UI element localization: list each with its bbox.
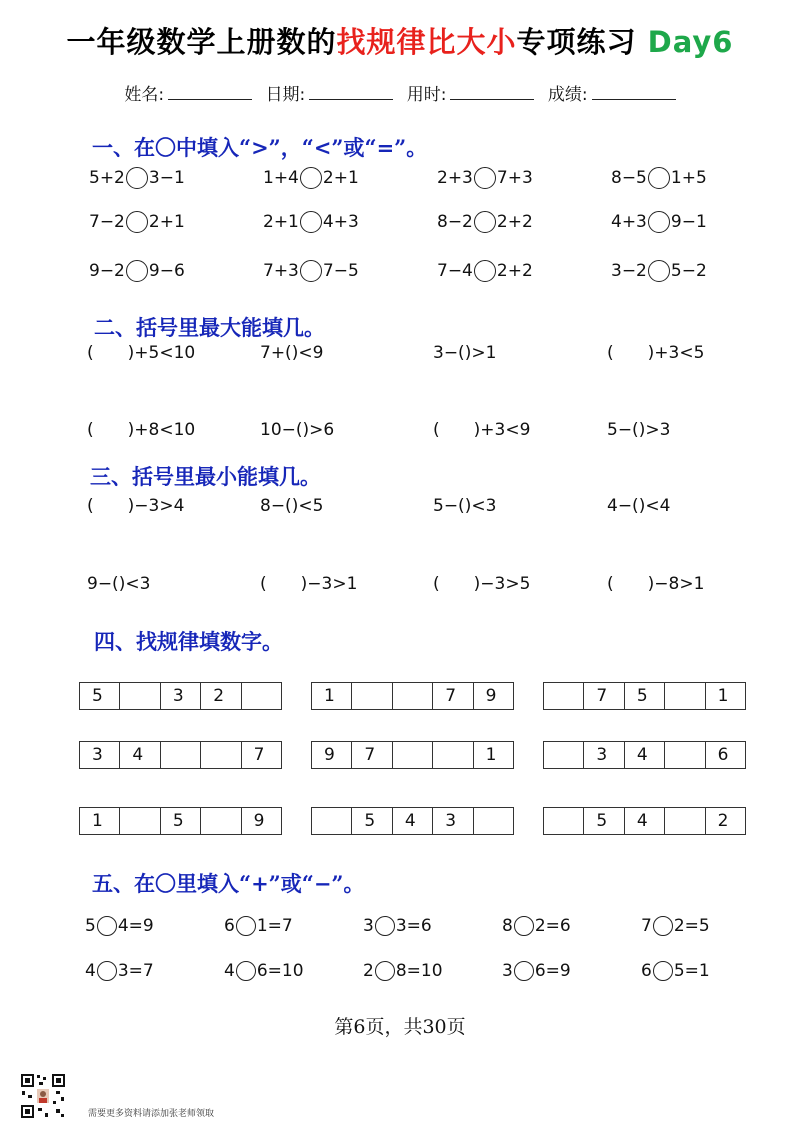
expr-left: 7−4: [437, 261, 473, 281]
name-field[interactable]: [124, 85, 252, 105]
number-cell: 4: [393, 808, 433, 834]
operator-circle[interactable]: [97, 961, 117, 981]
operand-left: 6: [224, 916, 235, 936]
expr-suffix: )+8<10: [127, 420, 196, 440]
operand-left: 3: [363, 916, 374, 936]
operator-problem: [224, 957, 304, 985]
number-cell: 3: [161, 683, 201, 709]
number-cell: 2: [201, 683, 241, 709]
parenthesis-problem: [433, 343, 530, 363]
expr-right: 2+2: [496, 212, 533, 232]
empty-cell[interactable]: [665, 742, 705, 768]
empty-cell[interactable]: [201, 808, 241, 834]
expr-open: (: [607, 343, 614, 363]
empty-cell[interactable]: [544, 742, 584, 768]
operator-problem: [363, 957, 443, 985]
operator-problem: [363, 912, 432, 940]
expr-suffix: )−3>4: [127, 496, 185, 516]
number-cell: 7: [352, 742, 392, 768]
parenthesis-problem: [607, 420, 704, 440]
section-1-title: 一、在〇中填入“>”，“<”或“=”。: [92, 135, 428, 160]
student-info-line: [0, 80, 800, 105]
compare-problem: [611, 164, 707, 192]
number-pattern-row: [79, 741, 282, 769]
expr-prefix: 7+(: [260, 343, 292, 363]
answer-circle[interactable]: [126, 211, 148, 233]
answer-circle[interactable]: [126, 260, 148, 282]
operand-right: 6=9: [534, 961, 571, 981]
expr-open: (: [87, 496, 94, 516]
operand-left: 5: [85, 916, 96, 936]
footer-note: 需要更多资料请添加张老师领取: [88, 1109, 215, 1119]
operator-circle[interactable]: [375, 916, 395, 936]
compare-problem: [89, 208, 185, 236]
empty-cell[interactable]: [201, 742, 241, 768]
section-4-title: 四、找规律填数字。: [94, 629, 283, 654]
number-pattern-row: [311, 807, 514, 835]
empty-cell[interactable]: [242, 683, 281, 709]
number-pattern-row: [311, 741, 514, 769]
expr-prefix: 10−(: [260, 420, 303, 440]
compare-problem: [437, 208, 533, 236]
expr-right: 3−1: [148, 168, 185, 188]
operator-circle[interactable]: [514, 916, 534, 936]
compare-problem: [437, 257, 533, 285]
parenthesis-problem: [433, 496, 530, 516]
score-label: 成绩:: [547, 85, 588, 105]
empty-cell[interactable]: [544, 683, 584, 709]
number-pattern-row: [79, 807, 282, 835]
number-cell: 4: [120, 742, 160, 768]
expr-left: 1+4: [263, 168, 299, 188]
compare-problem: [611, 208, 707, 236]
answer-circle[interactable]: [648, 260, 670, 282]
number-cell: 5: [161, 808, 201, 834]
operator-circle[interactable]: [375, 961, 395, 981]
empty-cell[interactable]: [665, 683, 705, 709]
expr-left: 2+1: [263, 212, 299, 232]
expr-right: 5−2: [670, 261, 707, 281]
answer-circle[interactable]: [300, 260, 322, 282]
parenthesis-problem: [87, 496, 184, 516]
operand-left: 4: [224, 961, 235, 981]
expr-open: (: [87, 420, 94, 440]
answer-circle[interactable]: [474, 211, 496, 233]
empty-cell[interactable]: [665, 808, 705, 834]
compare-problem: [611, 257, 707, 285]
empty-cell[interactable]: [544, 808, 584, 834]
expr-suffix: )+5<10: [127, 343, 196, 363]
operand-left: 6: [641, 961, 652, 981]
parenthesis-problem: [607, 343, 704, 363]
section-2-title: 二、括号里最大能填几。: [94, 315, 325, 340]
parenthesis-problem: [87, 420, 195, 440]
parenthesis-problem: [607, 574, 704, 594]
expr-suffix: )+3<5: [647, 343, 705, 363]
parenthesis-problem: [607, 496, 704, 516]
expr-right: 7−5: [322, 261, 359, 281]
answer-circle[interactable]: [474, 260, 496, 282]
operand-left: 2: [363, 961, 374, 981]
answer-circle[interactable]: [648, 211, 670, 233]
answer-circle[interactable]: [300, 211, 322, 233]
number-cell: 9: [312, 742, 352, 768]
compare-problem: [263, 208, 359, 236]
answer-circle[interactable]: [474, 167, 496, 189]
expr-left: 7+3: [263, 261, 299, 281]
operator-circle[interactable]: [236, 916, 256, 936]
operand-right: 2=5: [673, 916, 710, 936]
empty-cell[interactable]: [393, 742, 433, 768]
number-cell: 3: [80, 742, 120, 768]
empty-cell[interactable]: [120, 683, 160, 709]
empty-cell[interactable]: [352, 683, 392, 709]
expr-prefix: 9−(: [87, 574, 119, 594]
number-pattern-row: [543, 807, 746, 835]
name-blank[interactable]: [168, 85, 252, 100]
empty-cell[interactable]: [393, 683, 433, 709]
operator-circle[interactable]: [653, 916, 673, 936]
answer-circle[interactable]: [126, 167, 148, 189]
operand-right: 3=7: [117, 961, 154, 981]
expr-right: 9−6: [148, 261, 185, 281]
expr-left: 8−5: [611, 168, 647, 188]
expr-right: 4+3: [322, 212, 359, 232]
answer-circle[interactable]: [648, 167, 670, 189]
page-number: 第6页，共30页: [334, 1016, 466, 1038]
operator-problem: [85, 957, 154, 985]
expr-right: 9−1: [670, 212, 707, 232]
expr-open: )>6: [302, 420, 335, 440]
date-blank[interactable]: [309, 85, 393, 100]
compare-problem: [89, 257, 185, 285]
compare-problem: [263, 164, 359, 192]
expr-open: (: [87, 343, 94, 363]
number-cell: 3: [433, 808, 473, 834]
compare-problem: [437, 164, 533, 192]
empty-cell[interactable]: [120, 808, 160, 834]
operator-problem: [224, 912, 293, 940]
number-cell: 1: [312, 683, 352, 709]
number-cell: 4: [625, 808, 665, 834]
expr-left: 7−2: [89, 212, 125, 232]
score-field[interactable]: [548, 85, 676, 105]
expr-right: 2+1: [322, 168, 359, 188]
number-cell: 9: [253, 811, 265, 831]
expr-open: (: [607, 574, 614, 594]
parenthesis-problem: [260, 343, 357, 363]
section-3-title: 三、括号里最小能填几。: [90, 464, 321, 489]
operator-circle[interactable]: [236, 961, 256, 981]
operand-right: 3=6: [395, 916, 432, 936]
number-cell: 7: [433, 683, 473, 709]
operand-left: 4: [85, 961, 96, 981]
time-label: 用时:: [406, 85, 447, 105]
number-cell: 1: [485, 745, 497, 765]
number-pattern-row: [543, 741, 746, 769]
number-cell: 5: [584, 808, 624, 834]
expr-right: 2+1: [148, 212, 185, 232]
expr-right: 2+2: [496, 261, 533, 281]
title-part-2: 专项练习: [516, 25, 637, 59]
name-label: 姓名:: [124, 85, 165, 105]
expr-prefix: 3−(: [433, 343, 465, 363]
number-cell: 7: [253, 745, 265, 765]
number-cell: 1: [80, 808, 120, 834]
operator-circle[interactable]: [97, 916, 117, 936]
operand-left: 3: [502, 961, 513, 981]
expr-left: 8−2: [437, 212, 473, 232]
expr-prefix: 5−(: [607, 420, 639, 440]
operator-problem: [502, 957, 571, 985]
compare-problem: [263, 257, 359, 285]
score-blank[interactable]: [592, 85, 676, 100]
title-day: Day6: [647, 25, 734, 59]
expr-left: 2+3: [437, 168, 473, 188]
parenthesis-problem: [87, 343, 195, 363]
number-cell: 3: [584, 742, 624, 768]
expr-left: 9−2: [89, 261, 125, 281]
expr-left: 4+3: [611, 212, 647, 232]
expr-prefix: 4−(: [607, 496, 639, 516]
expr-suffix: )−3>1: [300, 574, 358, 594]
operand-left: 7: [641, 916, 652, 936]
operator-circle[interactable]: [514, 961, 534, 981]
number-pattern-row: [79, 682, 282, 710]
expr-suffix: )−3>5: [473, 574, 531, 594]
number-pattern-row: [311, 682, 514, 710]
operand-left: 8: [502, 916, 513, 936]
operand-right: 8=10: [395, 961, 443, 981]
operator-problem: [641, 912, 710, 940]
expr-open: )<9: [291, 343, 324, 363]
expr-suffix: )−8>1: [647, 574, 705, 594]
expr-left: 5+2: [89, 168, 125, 188]
answer-circle[interactable]: [300, 167, 322, 189]
title-part-highlight: 找规律比大小: [336, 25, 517, 59]
expr-open: (: [260, 574, 267, 594]
number-pattern-row: [543, 682, 746, 710]
empty-cell[interactable]: [161, 742, 201, 768]
expr-right: 7+3: [496, 168, 533, 188]
operand-right: 4=9: [117, 916, 154, 936]
operand-right: 5=1: [673, 961, 710, 981]
operator-circle[interactable]: [653, 961, 673, 981]
expr-open: )<5: [291, 496, 324, 516]
time-blank[interactable]: [450, 85, 534, 100]
empty-cell[interactable]: [433, 742, 473, 768]
operand-right: 2=6: [534, 916, 571, 936]
parenthesis-problem: [260, 496, 357, 516]
operator-problem: [641, 957, 710, 985]
expr-open: )>1: [464, 343, 497, 363]
operator-problem: [502, 912, 571, 940]
expr-right: 1+5: [670, 168, 707, 188]
parenthesis-problem: [260, 420, 368, 440]
number-cell: 6: [717, 745, 729, 765]
parenthesis-problem: [433, 420, 530, 440]
parenthesis-problem: [433, 574, 530, 594]
expr-open: )<3: [464, 496, 497, 516]
qr-code-icon: [20, 1073, 66, 1119]
section-5-title: 五、在〇里填入“+”或“−”。: [92, 871, 365, 896]
empty-cell[interactable]: [312, 808, 352, 834]
expr-suffix: )+3<9: [473, 420, 531, 440]
page-title: [0, 20, 800, 61]
date-label: 日期:: [265, 85, 306, 105]
number-cell: 5: [80, 683, 120, 709]
number-cell: 9: [485, 686, 497, 706]
expr-open: )<4: [638, 496, 671, 516]
expr-prefix: 5−(: [433, 496, 465, 516]
expr-open: )>3: [638, 420, 671, 440]
number-cell: 1: [717, 686, 729, 706]
operand-right: 6=10: [256, 961, 304, 981]
compare-problem: [89, 164, 185, 192]
expr-left: 3−2: [611, 261, 647, 281]
title-part-1: 一年级数学上册数的: [66, 25, 337, 59]
parenthesis-problem: [87, 574, 184, 594]
expr-prefix: 8−(: [260, 496, 292, 516]
expr-open: (: [433, 574, 440, 594]
expr-open: (: [433, 420, 440, 440]
time-field[interactable]: [407, 85, 535, 105]
date-field[interactable]: [266, 85, 394, 105]
number-cell: 4: [625, 742, 665, 768]
number-cell: 5: [625, 683, 665, 709]
number-cell: 7: [584, 683, 624, 709]
expr-open: )<3: [118, 574, 151, 594]
operator-problem: [85, 912, 154, 940]
empty-cell[interactable]: [474, 808, 513, 834]
number-cell: 5: [352, 808, 392, 834]
operand-right: 1=7: [256, 916, 293, 936]
parenthesis-problem: [260, 574, 357, 594]
number-cell: 2: [717, 811, 729, 831]
